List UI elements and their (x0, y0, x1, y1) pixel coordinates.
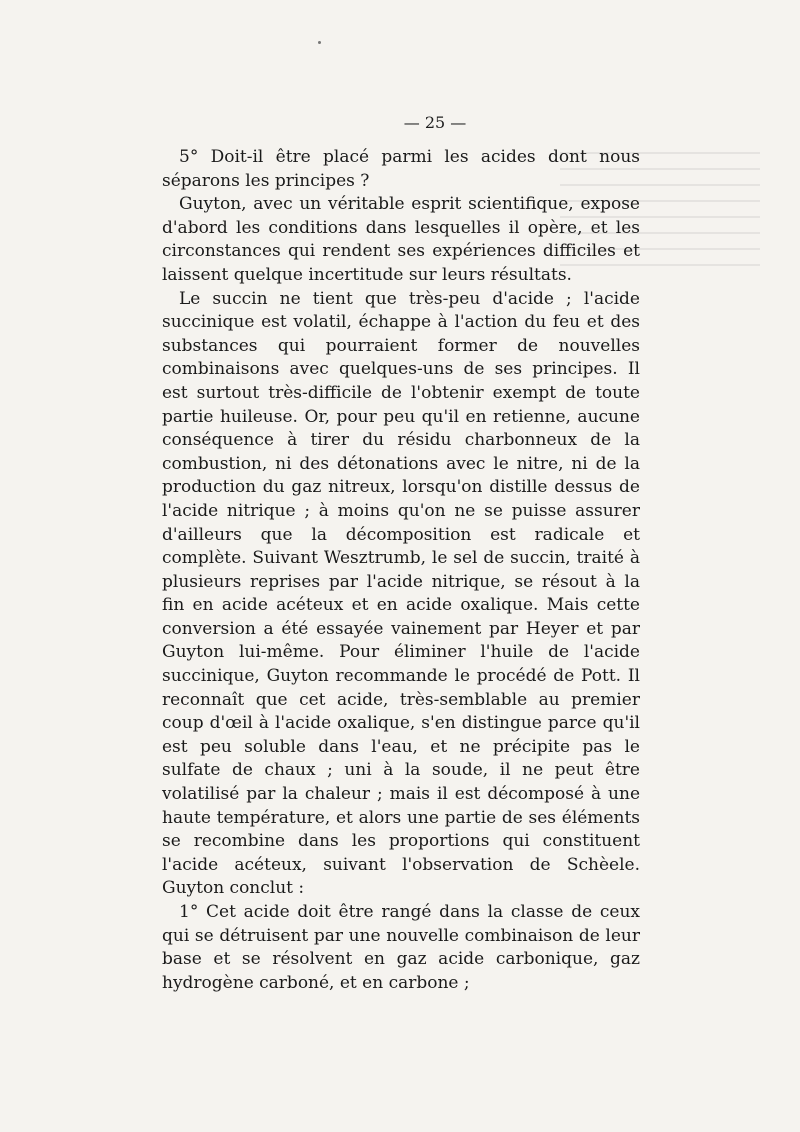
paragraph-guyton-method: Guyton, avec un véritable esprit scientifique, expose d'abord les conditions dans lesquelles il opère, et les circonstances qui rendent ses expériences difficiles et laissent quelque incertitude sur leurs résultats. (162, 194, 640, 285)
paragraph-question: 5° Doit-il être placé parmi les acides dont nous séparons les principes ? (162, 147, 640, 191)
paper-speck (318, 41, 321, 44)
body-text (162, 146, 640, 995)
page-number: — 25 — (403, 113, 467, 132)
paragraph-conclusion-1: 1° Cet acide doit être rangé dans la classe de ceux qui se détruisent par une nouvelle combinaison de leur base et se résolvent en gaz acide carbonique, gaz hydrogène carboné, et en carbone ; (162, 902, 640, 993)
paragraph-succin: Le succin ne tient que très-peu d'acide ; l'acide succinique est volatil, échappe à l'action du feu et des substances qui pourraient former de nouvelles combinaisons avec quelques-uns de ses principes. Il est surtout très-difficile de l'obtenir exempt de toute partie huileuse. Or, pour peu qu'il en retienne, aucune conséquence à tirer du résidu charbonneux de la combustion, ni des détonations avec le nitre, ni de la production du gaz nitreux, lorsqu'on distille dessus de l'acide nitrique ; à moins qu'on ne se puisse assurer d'ailleurs que la décomposition est radicale et complète. Suivant Wesztrumb, le sel de succin, traité à plusieurs reprises par l'acide nitrique, se résout à la fin en acide acéteux et en acide oxalique. Mais cette conversion a été essayée vainement par Heyer et par Guyton lui-même. Pour éliminer l'huile de l'acide succinique, Guyton recommande le procédé de Pott. Il reconnaît que cet acide, très-semblable au premier coup d'œil à l'acide oxalique, s'en distingue parce qu'il est peu soluble dans l'eau, et ne précipite pas le sulfate de chaux ; uni à la soude, il ne peut être volatilisé par la chaleur ; mais il est décomposé à une haute température, et alors une partie de ses éléments se recombine dans les proportions qui constituent l'acide acéteux, suivant l'observation de Schèele. Guyton conclut : (162, 288, 640, 899)
